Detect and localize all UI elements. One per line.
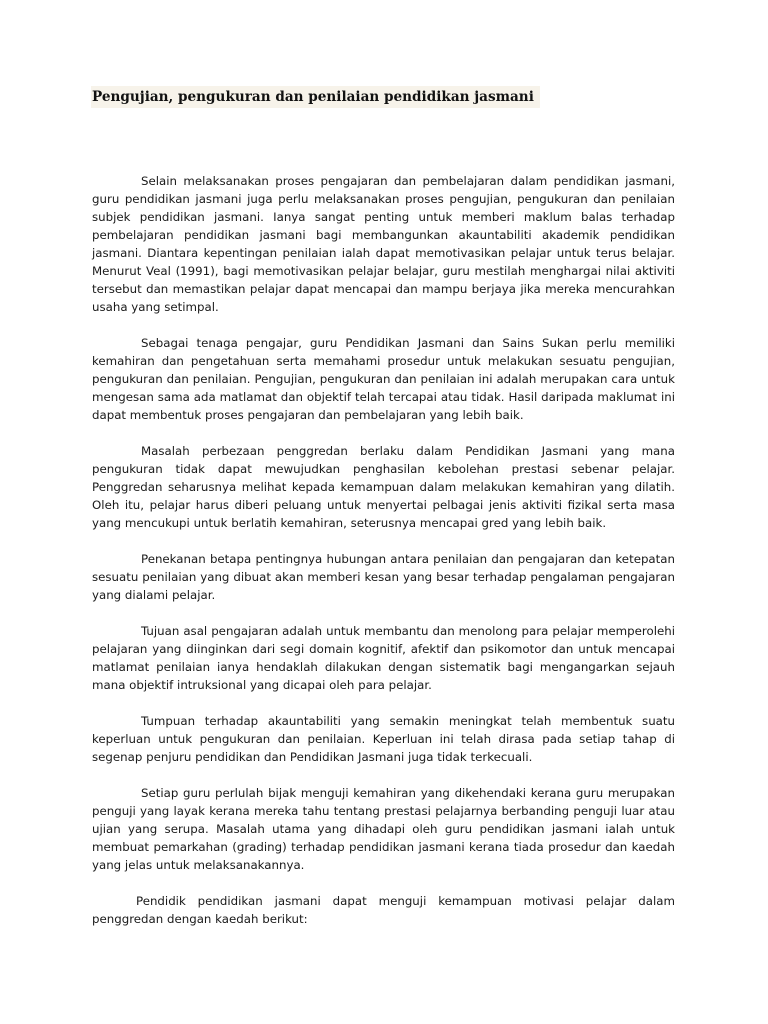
paragraph-8: Pendidik pendidikan jasmani dapat menguji kemampuan motivasi pelajar dalam penggredan dengan kaedah berikut:	[92, 894, 675, 926]
paragraph-4: Penekanan betapa pentingnya hubungan antara penilaian dan pengajaran dan ketepatan sesuatu penilaian yang dibuat akan memberi kesan yang besar terhadap pengalaman pengajaran yang dialami pelajar.	[92, 552, 675, 602]
paragraph-3: Masalah perbezaan penggredan berlaku dalam Pendidikan Jasmani yang mana pengukuran tidak dapat mewujudkan penghasilan kebolehan prestasi sebenar pelajar. Penggredan seharusnya melihat kepada kemampuan dalam melakukan kemahiran yang dilatih. Oleh itu, pelajar harus diberi peluang untuk menyertai pelbagai jenis aktiviti fizikal serta masa yang mencukupi untuk berlatih kemahiran, seterusnya mencapai gred yang lebih baik.	[92, 444, 675, 530]
paragraph-5: Tujuan asal pengajaran adalah untuk membantu dan menolong para pelajar memperolehi pelajaran yang diinginkan dari segi domain kognitif, afektif dan psikomotor dan untuk mencapai matlamat penilaian ianya hendaklah dilakukan dengan sistematik bagi mengangarkan sejauh mana objektif intruksional yang dicapai oleh para pelajar.	[92, 624, 675, 692]
document-title: Pengujian, pengukuran dan penilaian pendidikan jasmani	[91, 86, 540, 108]
paragraph-7: Setiap guru perlulah bijak menguji kemahiran yang dikehendaki kerana guru merupakan penguji yang layak kerana mereka tahu tentang prestasi pelajarnya berbanding penguji luar atau ujian yang serupa. Masalah utama yang dihadapi oleh guru pendidikan jasmani ialah untuk membuat pemarkahan (grading) terhadap pendidikan jasmani kerana tiada prosedur dan kaedah yang jelas untuk melaksanakannya.	[92, 786, 675, 872]
document-body	[92, 172, 675, 946]
paragraph-2: Sebagai tenaga pengajar, guru Pendidikan Jasmani dan Sains Sukan perlu memiliki kemahiran dan pengetahuan serta memahami prosedur untuk melakukan sesuatu pengujian, pengukuran dan penilaian. Pengujian, pengukuran dan penilaian ini adalah merupakan cara untuk mengesan sama ada matlamat dan objektif telah tercapai atau tidak. Hasil daripada maklumat ini dapat membentuk proses pengajaran dan pembelajaran yang lebih baik.	[92, 336, 675, 422]
paragraph-6: Tumpuan terhadap akauntabiliti yang semakin meningkat telah membentuk suatu keperluan untuk pengukuran dan penilaian. Keperluan ini telah dirasa pada setiap tahap di segenap penjuru pendidikan dan Pendidikan Jasmani juga tidak terkecuali.	[92, 714, 675, 764]
paragraph-1: Selain melaksanakan proses pengajaran dan pembelajaran dalam pendidikan jasmani, guru pendidikan jasmani juga perlu melaksanakan proses pengujian, pengukuran dan penilaian subjek pendidikan jasmani. Ianya sangat penting untuk memberi maklum balas terhadap pembelajaran pendidikan jasmani bagi membangunkan akauntabiliti akademik pendidikan jasmani. Diantara kepentingan penilaian ialah dapat memotivasikan pelajar untuk terus belajar. Menurut Veal (1991), bagi memotivasikan pelajar belajar, guru mestilah menghargai nilai aktiviti tersebut dan memastikan pelajar dapat mencapai dan mampu berjaya jika mereka mencurahkan usaha yang setimpal.	[92, 174, 675, 314]
